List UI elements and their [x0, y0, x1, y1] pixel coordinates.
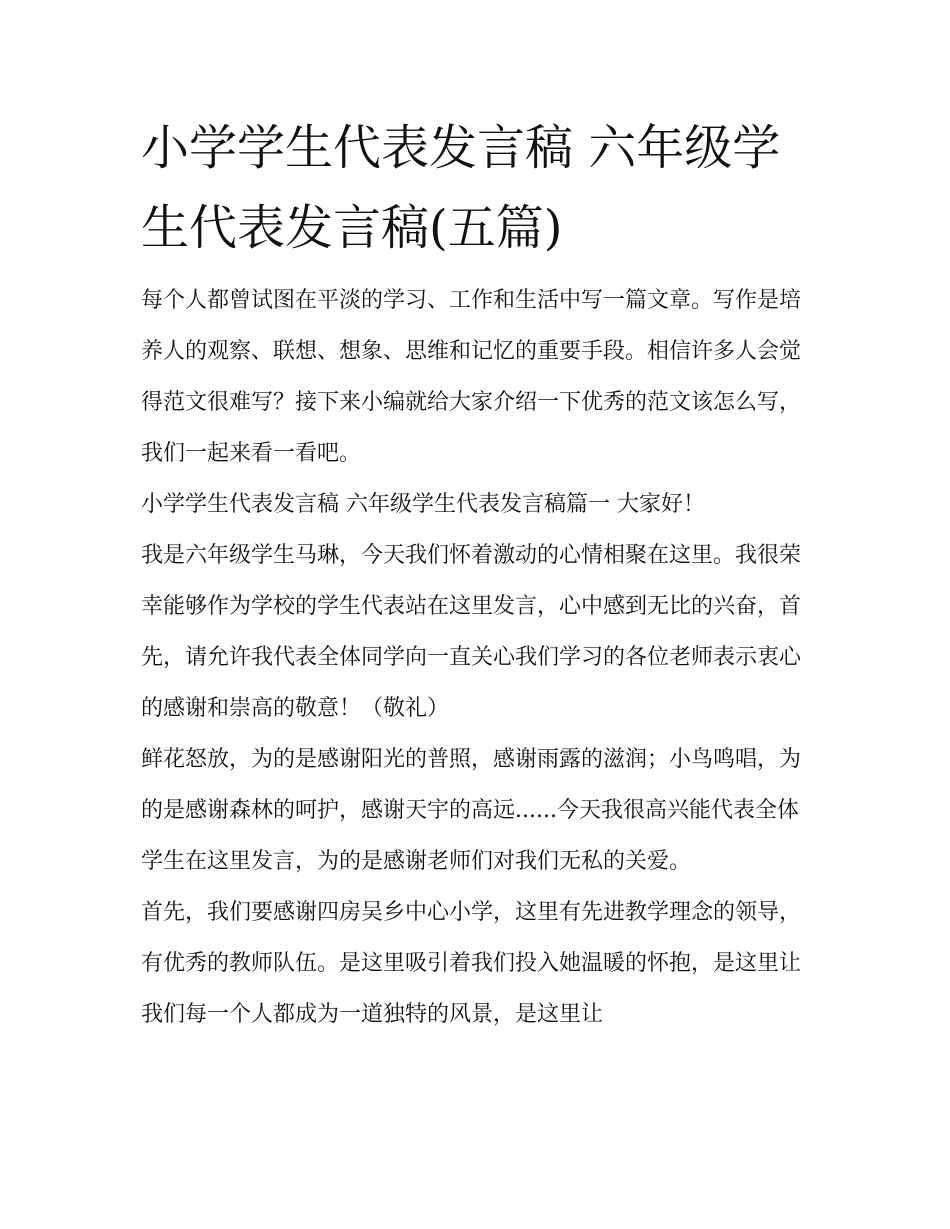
paragraph-intro: 每个人都曾试图在平淡的学习、工作和生活中写一篇文章。写作是培养人的观察、联想、想象、思维和记忆的重要手段。相信许多人会觉得范文很难写？接下来小编就给大家介绍一下优秀的范文该怎么写，我们一起来看一看吧。 [141, 288, 802, 466]
document-body [141, 275, 813, 1040]
paragraph-self-introduction: 我是六年级学生马琳，今天我们怀着激动的心情相聚在这里。我很荣幸能够作为学校的学生代表站在这里发言，心中感到无比的兴奋，首先，请允许我代表全体同学向一直关心我们学习的各位老师表示衷心的感谢和崇高的敬意！（敬礼） [141, 543, 802, 721]
paragraph-gratitude: 鲜花怒放，为的是感谢阳光的普照，感谢雨露的滋润；小鸟鸣唱，为的是感谢森林的呵护，感谢天宇的高远......今天我很高兴能代表全体学生在这里发言，为的是感谢老师们对我们无私的关爱。 [141, 747, 802, 874]
paragraph-section-heading: 小学学生代表发言稿 六年级学生代表发言稿篇一 大家好！ [141, 492, 705, 517]
document-title: 小学学生代表发言稿 六年级学生代表发言稿(五篇) [141, 120, 781, 256]
paragraph-school-thanks: 首先，我们要感谢四房吴乡中心小学，这里有先进教学理念的领导，有优秀的教师队伍。是这里吸引着我们投入她温暖的怀抱，是这里让我们每一个人都成为一道独特的风景，是这里让 [141, 900, 802, 1027]
